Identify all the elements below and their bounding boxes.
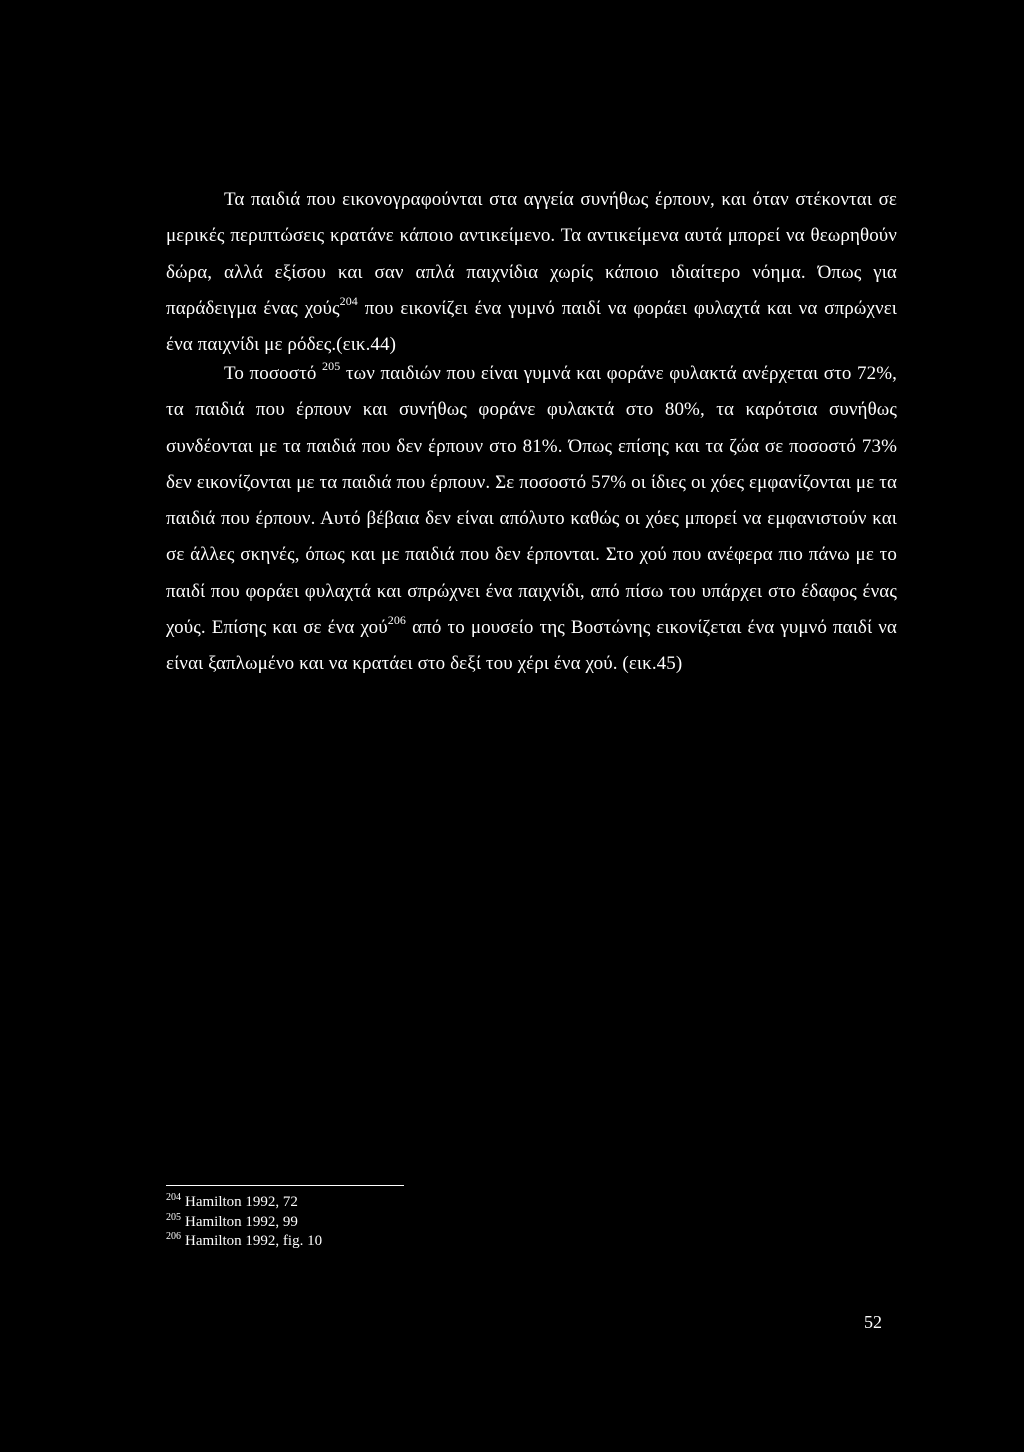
- footnote-number: 204: [166, 1192, 181, 1203]
- body-paragraph-2: [166, 356, 897, 683]
- text-segment: των παιδιών που είναι γυμνά και φοράνε φυλακτά ανέρχεται στο 72%, τα παιδιά που έρπουν και συνήθως φοράνε φυλακτά στο 80%, τα καρότσια συνήθως συνδέονται με τα παιδιά που δεν έρπουν στο 81%. Όπως επίσης και τα ζώα σε ποσοστό 73% δεν εικονίζονται με τα παιδιά που έρπουν. Σε ποσοστό 57% οι ίδιες οι χόες εμφανίζονται με τα παιδιά που έρπουν. Αυτό βέβαια δεν είναι απόλυτο καθώς οι χόες μπορεί να εμφανιστούν και σε άλλες σκηνές, όπως και με παιδιά που δεν έρπονται. Στο χού που ανέφερα πιο πάνω με το παιδί που φοράει φυλαχτά και σπρώχνει ένα παιχνίδι, από πίσω του υπάρχει στο έδαφος ένας χούς. Επίσης και σε ένα χού: [166, 363, 897, 639]
- footnote-text: Hamilton 1992, 99: [185, 1213, 298, 1230]
- text-segment: Το ποσοστό: [224, 363, 323, 384]
- footnote-number: 206: [166, 1231, 181, 1242]
- paragraph-text: [166, 182, 897, 363]
- footnote-number: 205: [166, 1211, 181, 1223]
- footnote-text: Hamilton 1992, 72: [185, 1194, 298, 1210]
- footnote-reference-206: 206: [387, 612, 407, 627]
- footnotes: [166, 1193, 322, 1252]
- page-number: 52: [864, 1312, 882, 1332]
- footnote-text: Hamilton 1992, fig. 10: [185, 1233, 323, 1249]
- text-segment: Τα παιδιά που εικονογραφούνται στα αγγεία συνήθως έρπουν, και όταν στέκονται σε μερικές περιπτώσεις κρατάνε κάποιο αντικείμενο. Τα αντικείμενα αυτά μπορεί να θεωρηθούν δώρα, αλλά εξίσου και σαν απλά παιχνίδια χωρίς κάποιο ιδιαίτερο νόημα. Όπως για παράδειγμα ένας χούς: [166, 189, 897, 319]
- footnote-reference-204: 204: [339, 293, 358, 308]
- text-segment: από το μουσείο της Βοστώνης εικονίζεται ένα γυμνό παιδί να είναι ξαπλωμένο και να κρατάει στο δεξί του χέρι ένα χού. (εικ.45): [166, 617, 897, 675]
- paragraph-text: [166, 356, 897, 683]
- footnote-reference-205: 205: [322, 358, 341, 373]
- footnote-206: [166, 1232, 322, 1252]
- footnote-204: [166, 1193, 322, 1213]
- body-paragraph-1: [166, 182, 897, 363]
- footnote-separator: [166, 1185, 404, 1186]
- footnote-205: [166, 1213, 322, 1233]
- text-segment: που εικονίζει ένα γυμνό παιδί να φοράει φυλαχτά και να σπρώχνει ένα παιχνίδι με ρόδες.(εικ.44): [166, 297, 897, 356]
